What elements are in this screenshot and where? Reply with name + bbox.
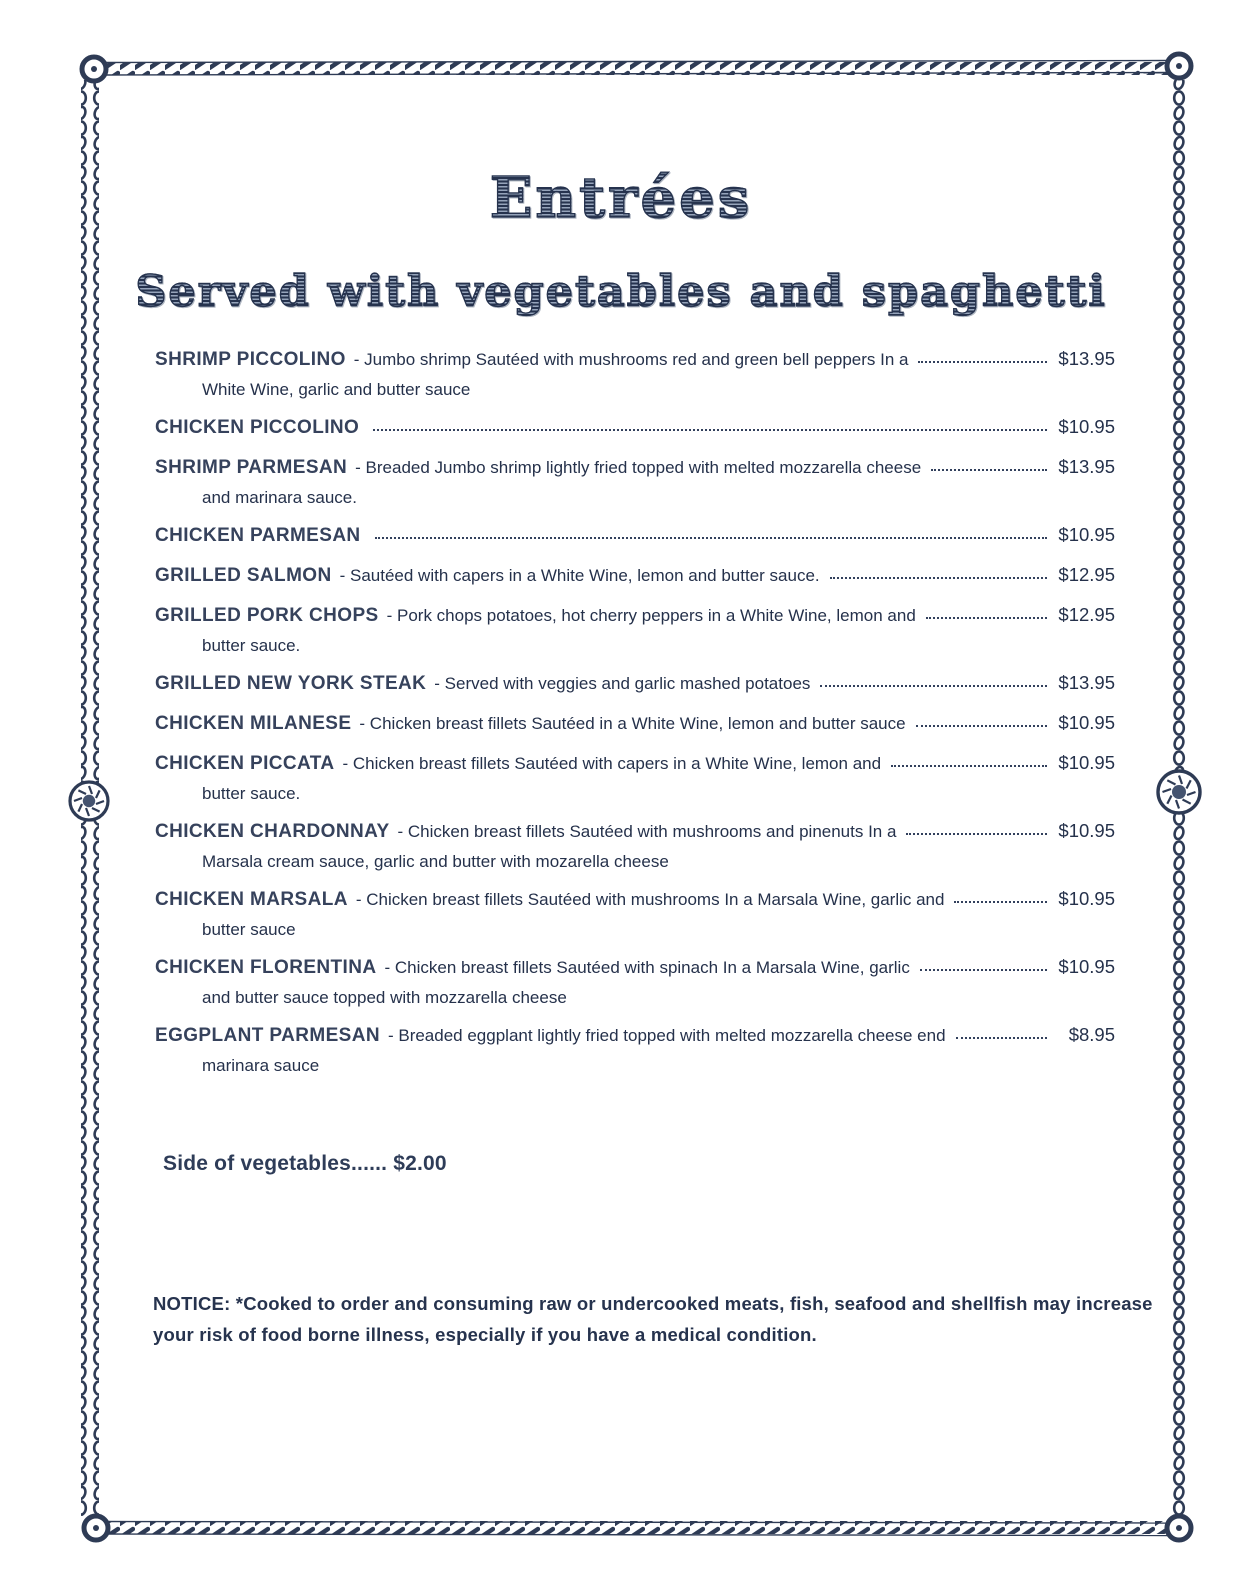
dotted-leader [954, 901, 1047, 903]
menu-item [155, 750, 1115, 804]
dotted-leader [820, 685, 1047, 687]
rosette-medallion-left [70, 782, 108, 820]
menu-item [155, 886, 1115, 940]
item-description-continued: Marsala cream sauce, garlic and butter with mozarella cheese [202, 852, 669, 871]
corner-ring-bottom-right [1167, 1516, 1191, 1540]
health-notice: NOTICE: *Cooked to order and consuming raw or undercooked meats, fish, seafood and shellfish may increase your risk of food borne illness, especially if you have a medical condition. [153, 1293, 1153, 1345]
menu-item-line [155, 1022, 1115, 1048]
item-name: CHICKEN MILANESE [155, 713, 352, 734]
menu-item-line [155, 710, 1115, 736]
item-name: CHICKEN CHARDONNAY [155, 821, 390, 842]
menu-item [155, 562, 1115, 588]
menu-item-line [155, 886, 1115, 912]
menu-item-line [155, 818, 1115, 844]
dotted-leader [916, 725, 1047, 727]
item-name: CHICKEN PARMESAN [155, 525, 361, 546]
dotted-leader [830, 577, 1047, 579]
menu-item-line [155, 522, 1115, 548]
menu-item-line [155, 954, 1115, 980]
page-title: Entrées [0, 168, 1242, 228]
dotted-leader [373, 429, 1047, 431]
item-price: $10.95 [1058, 524, 1115, 545]
item-name: GRILLED NEW YORK STEAK [155, 673, 427, 694]
item-description-continued: butter sauce. [202, 636, 301, 655]
item-price: $10.95 [1058, 956, 1115, 977]
menu-item-line [155, 414, 1115, 440]
menu-item [155, 954, 1115, 1008]
item-description-continued: and butter sauce topped with mozzarella cheese [202, 988, 567, 1007]
item-name: CHICKEN FLORENTINA [155, 957, 377, 978]
item-description-continued: marinara sauce [202, 1056, 320, 1075]
item-price: $12.95 [1058, 604, 1115, 625]
item-name: EGGPLANT PARMESAN [155, 1025, 380, 1046]
menu-item [155, 346, 1115, 400]
dotted-leader [920, 969, 1047, 971]
dotted-leader [906, 833, 1047, 835]
item-description: - Chicken breast fillets Sautéed in a White Wine, lemon and butter sauce [359, 714, 906, 733]
menu-item-line [155, 346, 1115, 372]
item-price: $13.95 [1058, 672, 1115, 693]
item-price: $8.95 [1068, 1024, 1115, 1045]
menu-item [155, 670, 1115, 696]
menu-item [155, 1022, 1115, 1076]
item-description-continued: and marinara sauce. [202, 488, 357, 507]
menu-item-line [155, 602, 1115, 628]
menu-item [155, 414, 1115, 440]
dotted-leader [375, 537, 1047, 539]
page-subtitle: Served with vegetables and spaghetti [0, 268, 1242, 316]
menu-item-line [155, 750, 1115, 776]
item-price: $10.95 [1058, 820, 1115, 841]
menu-item [155, 602, 1115, 656]
item-description: - Served with veggies and garlic mashed potatoes [434, 674, 811, 693]
item-description: - Jumbo shrimp Sautéed with mushrooms red and green bell peppers In a [353, 350, 909, 369]
item-description: - Breaded eggplant lightly fried topped with melted mozzarella cheese end [387, 1026, 946, 1045]
item-name: SHRIMP PARMESAN [155, 457, 348, 478]
side-of-vegetables-note: Side of vegetables...... $2.00 [163, 1152, 447, 1175]
menu-item-line [155, 454, 1115, 480]
entrees-menu-list [155, 346, 1115, 1090]
item-price: $10.95 [1058, 712, 1115, 733]
item-description: - Pork chops potatoes, hot cherry peppers in a White Wine, lemon and [386, 606, 916, 625]
item-price: $13.95 [1058, 348, 1115, 369]
item-description: - Chicken breast fillets Sautéed with spinach In a Marsala Wine, garlic [384, 958, 910, 977]
menu-item [155, 818, 1115, 872]
item-price: $10.95 [1058, 888, 1115, 909]
item-price: $10.95 [1058, 416, 1115, 437]
item-description-continued: butter sauce. [202, 784, 301, 803]
corner-ring-top-left [82, 57, 106, 81]
menu-item-line [155, 562, 1115, 588]
item-name: SHRIMP PICCOLINO [155, 349, 346, 370]
item-description: - Breaded Jumbo shrimp lightly fried topped with melted mozzarella cheese [355, 458, 922, 477]
item-description: - Sautéed with capers in a White Wine, lemon and butter sauce. [339, 566, 820, 585]
menu-item-line [155, 670, 1115, 696]
item-name: CHICKEN PICCATA [155, 753, 335, 774]
item-description-continued: butter sauce [202, 920, 296, 939]
corner-ring-top-right [1167, 54, 1191, 78]
item-name: CHICKEN PICCOLINO [155, 417, 360, 438]
dotted-leader [956, 1037, 1047, 1039]
item-description: - Chicken breast fillets Sautéed with mushrooms and pinenuts In a [397, 822, 897, 841]
dotted-leader [918, 361, 1047, 363]
menu-item [155, 522, 1115, 548]
menu-item [155, 454, 1115, 508]
item-price: $13.95 [1058, 456, 1115, 477]
item-name: CHICKEN MARSALA [155, 889, 348, 910]
dotted-leader [926, 617, 1047, 619]
item-name: GRILLED PORK CHOPS [155, 605, 379, 626]
dotted-leader [891, 765, 1047, 767]
dotted-leader [931, 469, 1047, 471]
item-price: $10.95 [1058, 752, 1115, 773]
item-description: - Chicken breast fillets Sautéed with capers in a White Wine, lemon and [342, 754, 882, 773]
item-description-continued: White Wine, garlic and butter sauce [202, 380, 471, 399]
border-rope-bottom [106, 1521, 1168, 1536]
item-description: - Chicken breast fillets Sautéed with mushrooms In a Marsala Wine, garlic and [355, 890, 945, 909]
rosette-medallion-right [1158, 771, 1200, 813]
item-price: $12.95 [1058, 564, 1115, 585]
item-name: GRILLED SALMON [155, 565, 332, 586]
border-rope-top [106, 61, 1168, 76]
corner-ring-bottom-left [84, 1516, 108, 1540]
menu-item [155, 710, 1115, 736]
